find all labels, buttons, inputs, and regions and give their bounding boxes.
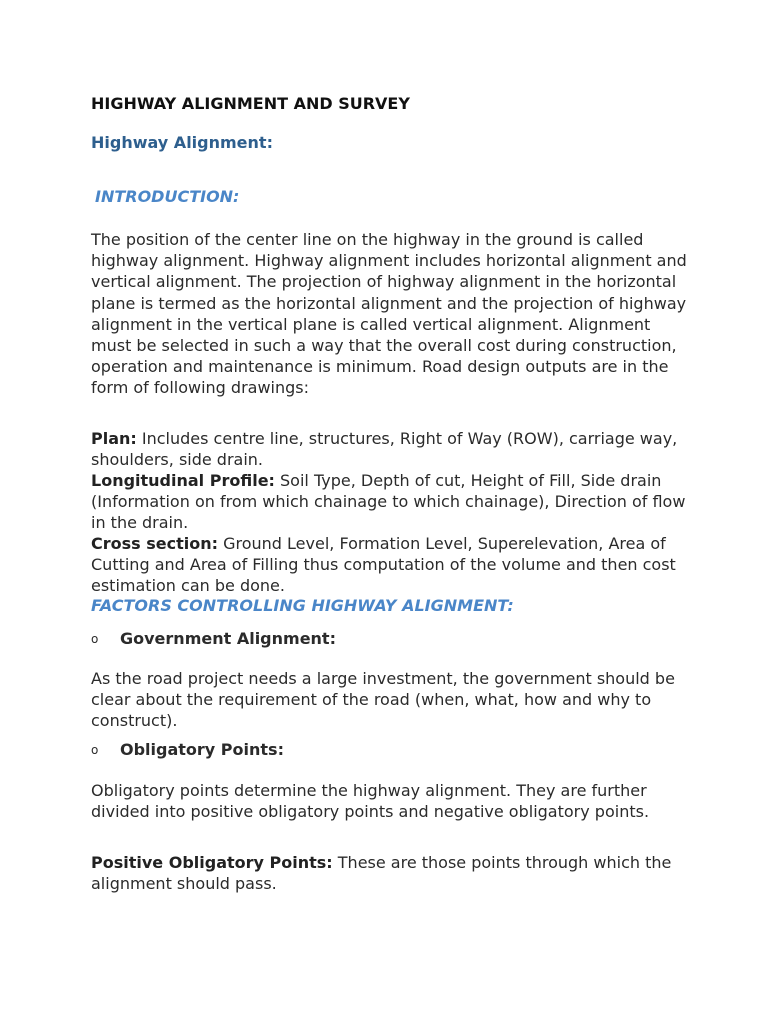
intro-paragraph: The position of the center line on the highway in the ground is called highway alignment. Highway alignment includes horizontal alignment and vertical alignment. The projection of highway alignment in the horizontal plane is termed as the horizontal alignment and the projection of highway alignment in the vertical plane is called vertical alignment. Alignment must be selected in such a way that the overall cost during construction, operation and maintenance is minimum. Road design outputs are in the form of following drawings: bbox=[91, 230, 687, 398]
introduction-heading: INTRODUCTION: bbox=[95, 187, 240, 206]
positive-obligatory-paragraph bbox=[91, 852, 691, 894]
bullet-government-alignment-label: Government Alignment: bbox=[120, 629, 336, 648]
positive-obligatory-label: Positive Obligatory Points: bbox=[91, 853, 333, 872]
factors-heading: FACTORS CONTROLLING HIGHWAY ALIGNMENT: bbox=[91, 596, 514, 615]
longitudinal-profile-paragraph bbox=[91, 470, 691, 534]
government-paragraph: As the road project needs a large investment, the government should be clear about the requirement of the road (when, what, how and why to construct). bbox=[91, 669, 675, 731]
document-title: HIGHWAY ALIGNMENT AND SURVEY bbox=[91, 94, 410, 113]
positive-obligatory-text: These are those points through which the alignment should pass. bbox=[91, 853, 672, 894]
section-heading-highway-alignment: Highway Alignment: bbox=[91, 133, 273, 152]
bullet-mark: o bbox=[91, 743, 99, 757]
cross-section-paragraph bbox=[91, 533, 691, 597]
cross-section-text: Ground Level, Formation Level, Superelevation, Area of Cutting and Area of Filling thus computation of the volume and then cost estimation can be done. bbox=[91, 534, 676, 596]
bullet-obligatory-points-label: Obligatory Points: bbox=[120, 740, 284, 759]
bullet-obligatory-points bbox=[91, 740, 284, 759]
plan-text: Includes centre line, structures, Right of Way (ROW), carriage way, shoulders, side drain. bbox=[91, 429, 678, 470]
bullet-mark: o bbox=[91, 632, 99, 646]
cross-section-label: Cross section: bbox=[91, 534, 219, 553]
plan-label: Plan: bbox=[91, 429, 137, 448]
longitudinal-profile-text: Soil Type, Depth of cut, Height of Fill, Side drain (Information on from which chainage to which chainage), Direction of flow in the drain. bbox=[91, 471, 686, 533]
obligatory-paragraph: Obligatory points determine the highway alignment. They are further divided into positive obligatory points and negative obligatory points. bbox=[91, 781, 650, 822]
longitudinal-profile-label: Longitudinal Profile: bbox=[91, 471, 275, 490]
plan-paragraph bbox=[91, 428, 691, 470]
bullet-government-alignment bbox=[91, 629, 336, 648]
